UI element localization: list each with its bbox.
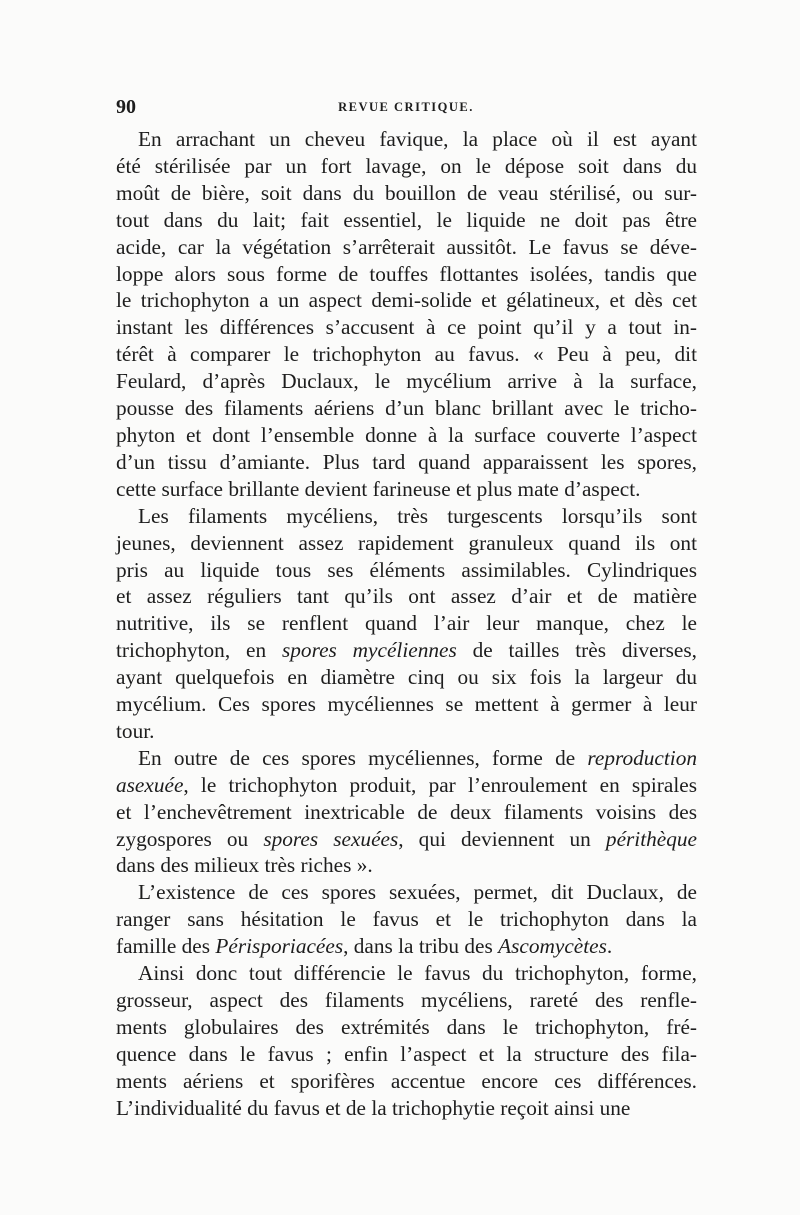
text-segment: et l’enchevêtrement inextricable de deux filaments voisins des [116, 799, 697, 824]
text-line [116, 449, 697, 476]
text-segment: En outre de ces spores mycéliennes, forme de [138, 745, 588, 770]
text-line [116, 1041, 697, 1068]
text-segment: grosseur, aspect des filaments mycéliens, rareté des renfle- [116, 988, 697, 1012]
italic-term: reproduction [587, 745, 697, 770]
text-line [116, 422, 697, 449]
text-line [116, 557, 697, 584]
text-segment: tout dans du lait; fait essentiel, le liquide ne doit pas être [116, 207, 697, 232]
text-segment: zygospores ou [116, 826, 264, 851]
text-line [116, 987, 697, 1014]
body-text [116, 126, 697, 1122]
text-segment: jeunes, deviennent assez rapidement granuleux quand ils ont [116, 530, 697, 555]
page-header [116, 96, 696, 120]
text-line [116, 691, 697, 718]
text-segment: tour. [116, 718, 155, 743]
text-line [116, 314, 697, 341]
text-line [116, 368, 697, 395]
text-line [116, 960, 697, 987]
text-line [116, 1095, 697, 1122]
running-title: REVUE CRITIQUE. [338, 100, 474, 114]
text-line [116, 718, 697, 745]
text-segment: phyton et dont l’ensemble donne à la surface couverte l’aspect [116, 422, 697, 447]
text-line [116, 207, 697, 234]
text-line [116, 583, 697, 610]
italic-term: Ascomycètes [498, 934, 607, 959]
text-line [116, 610, 697, 637]
text-segment: , dans la tribu des [343, 934, 499, 959]
text-segment: loppe alors sous forme de touffes flottantes isolées, tandis que [116, 261, 697, 286]
text-line [116, 745, 697, 772]
text-segment: Les filaments mycéliens, très turgescents lorsqu’ils sont [138, 503, 697, 528]
text-segment: été stérilisée par un fort lavage, on le dépose soit dans du [116, 153, 697, 178]
paragraph [116, 745, 697, 880]
text-segment: acide, car la végétation s’arrêterait aussitôt. Le favus se déve- [116, 234, 697, 259]
text-segment: Feulard, d’après Duclaux, le mycélium arrive à la surface, [116, 369, 697, 394]
text-segment: trichophyton, en [116, 638, 282, 663]
text-line [116, 395, 697, 422]
text-line [116, 476, 697, 503]
text-line [116, 664, 697, 691]
text-segment: ayant quelquefois en diamètre cinq ou six fois la largeur du [116, 665, 697, 690]
text-segment: le trichophyton a un aspect demi-solide et gélatineux, et dès cet [116, 288, 697, 313]
text-line [116, 799, 697, 826]
text-line [116, 180, 697, 207]
text-line [116, 933, 697, 960]
text-line [116, 287, 697, 314]
text-segment: L’existence de ces spores sexuées, permet, dit Duclaux, de [138, 880, 697, 905]
paragraph [116, 960, 697, 1121]
text-segment: . [606, 934, 613, 959]
text-segment: ments aériens et sporifères accentue encore ces différences. [116, 1068, 697, 1093]
text-segment: Ainsi donc tout différencie le favus du trichophyton, forme, [138, 961, 697, 986]
text-segment: L’individualité du favus et de la trichophytie reçoit ainsi une [116, 1095, 631, 1120]
text-segment: de tailles très diverses, [456, 638, 697, 663]
text-segment: quence dans le favus ; enfin l’aspect et la structure des fila- [116, 1041, 697, 1066]
text-segment: , le trichophyton produit, par l’enroulement en spirales [183, 772, 697, 797]
text-line [116, 1068, 697, 1095]
text-line [116, 503, 697, 530]
text-line [116, 852, 697, 879]
text-segment: cette surface brillante devient farineuse et plus mate d’aspect. [116, 476, 641, 501]
italic-term: Périsporiacées [215, 934, 344, 959]
text-segment: mycélium. Ces spores mycéliennes se mettent à germer à leur [116, 692, 697, 717]
italic-term: périthèque [605, 826, 697, 851]
text-segment: , qui deviennent un [398, 826, 606, 851]
text-line [116, 153, 697, 180]
text-segment: moût de bière, soit dans du bouillon de veau stérilisé, ou sur- [116, 180, 697, 205]
page-number: 90 [116, 96, 136, 118]
paragraph [116, 879, 697, 960]
text-line [116, 637, 697, 664]
text-segment: dans des milieux très riches ». [116, 853, 373, 878]
text-segment: pousse des filaments aériens d’un blanc brillant avec le tricho- [116, 396, 697, 421]
italic-term: asexuée [116, 772, 184, 797]
text-segment: ranger sans hésitation le favus et le trichophyton dans la [116, 907, 697, 932]
text-segment: pris au liquide tous ses éléments assimilables. Cylindriques [116, 557, 697, 582]
text-line [116, 261, 697, 288]
text-segment: nutritive, ils se renflent quand l’air leur manque, chez le [116, 611, 697, 636]
italic-term: spores mycéliennes [281, 638, 457, 663]
text-line [116, 126, 697, 153]
text-line [116, 826, 697, 853]
text-segment: d’un tissu d’amiante. Plus tard quand apparaissent les spores, [116, 449, 697, 474]
italic-term: spores sexuées [263, 826, 399, 851]
text-line [116, 772, 697, 799]
text-line [116, 906, 697, 933]
text-segment: instant les différences s’accusent à ce point qu’il y a tout in- [116, 315, 697, 340]
text-segment: térêt à comparer le trichophyton au favus. « Peu à peu, dit [116, 342, 697, 367]
text-line [116, 341, 697, 368]
text-line [116, 879, 697, 906]
paragraph [116, 126, 697, 503]
paragraph [116, 503, 697, 745]
text-segment: et assez réguliers tant qu’ils ont assez d’air et de matière [116, 584, 697, 609]
text-segment: famille des [116, 934, 216, 959]
text-segment: ments globulaires des extrémités dans le trichophyton, fré- [116, 1014, 697, 1039]
text-line [116, 530, 697, 557]
text-line [116, 234, 697, 261]
text-line [116, 1014, 697, 1041]
text-segment: En arrachant un cheveu favique, la place où il est ayant [138, 127, 697, 151]
